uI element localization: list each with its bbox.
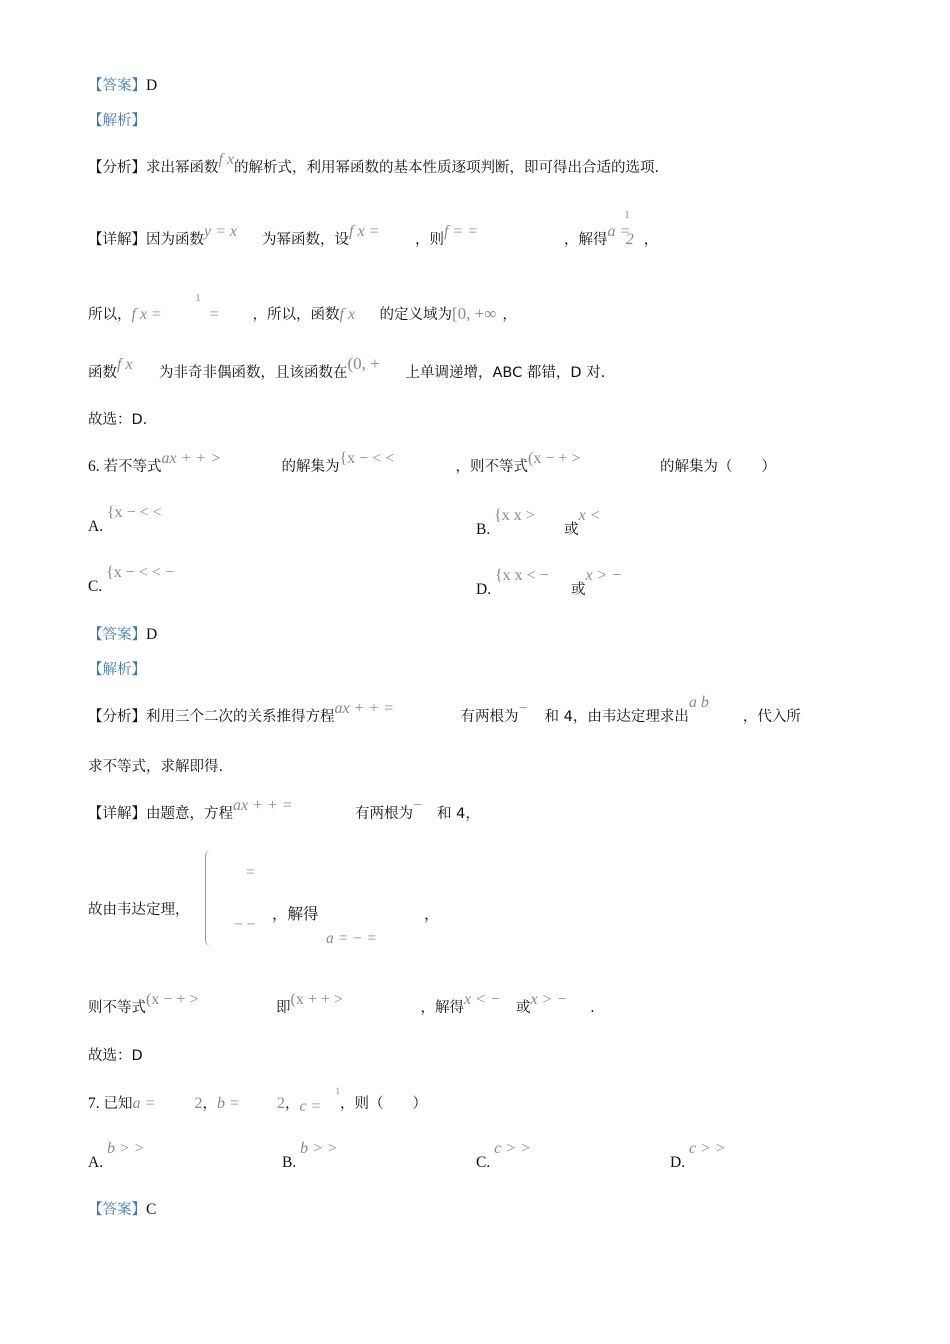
math-expression: = [208, 306, 220, 323]
math-expression: b = [217, 1095, 240, 1112]
detail-text: 为非奇非偶函数，且该函数在 [159, 365, 348, 381]
punctuation: ， [202, 1096, 217, 1112]
q6-stem [88, 450, 776, 477]
detail-text: ，解得 [420, 1000, 464, 1016]
q7-option-a[interactable] [88, 1140, 145, 1172]
math-superscript: 1 [335, 1086, 340, 1096]
math-expression: − [413, 797, 423, 814]
q5-fenxi-line [88, 151, 660, 178]
q5-line3 [88, 354, 606, 383]
fenxi-text: ，代入所 [742, 709, 801, 725]
math-expression: f = = [444, 223, 479, 240]
math-interval: (0, + [347, 354, 380, 373]
xiangjie-tag: 【详解】 [88, 232, 146, 248]
q5-line2 [88, 293, 517, 327]
math-value: 2 [194, 1095, 203, 1112]
q7-stem [88, 1086, 427, 1115]
option-math: c > > [494, 1140, 531, 1157]
solution-expression: a = − = [326, 930, 377, 947]
system-brace [205, 850, 216, 946]
question-text: 若不等式 [103, 459, 162, 475]
math-expression: ax + + = [233, 797, 293, 814]
answer-value: C [146, 1201, 157, 1218]
fraction-numerator: 1 [624, 209, 630, 221]
q6-vieta-line [88, 900, 190, 920]
q5-conclusion [88, 410, 147, 430]
math-expression: ax + + > [161, 450, 221, 467]
punctuation: . [590, 999, 595, 1016]
detail-text: ，解得 [564, 232, 608, 248]
option-math: b > > [106, 1140, 145, 1157]
detail-text: 所以， [88, 307, 132, 323]
punctuation: ， [424, 905, 440, 923]
q7-option-b[interactable] [282, 1140, 338, 1172]
q6-option-c[interactable] [88, 564, 174, 596]
fenxi-text: 和 4，由韦达定理求出 [544, 709, 689, 725]
xiangjie-tag: 【详解】 [88, 806, 146, 822]
conclusion-text: 故选：D. [88, 412, 148, 428]
system-equation-2: − − [234, 916, 256, 933]
q5-xiangjie-line [88, 209, 659, 251]
q5-analysis-heading [88, 111, 146, 131]
detail-text: 或 [516, 1000, 531, 1016]
math-expression: a b [688, 694, 709, 711]
option-math: {x − < < [106, 504, 162, 521]
detail-text: ，解得 [272, 905, 319, 923]
q7-option-c[interactable] [476, 1140, 531, 1172]
fenxi-text: 求出幂函数 [146, 160, 219, 176]
detail-text: 的定义域为 [379, 307, 452, 323]
question-number: 6. [88, 458, 100, 475]
option-math: {x x < − [494, 567, 549, 584]
detail-text: 函数 [88, 365, 117, 381]
math-expression: f x [117, 356, 133, 373]
option-math: c > > [688, 1140, 726, 1157]
option-label: C. [476, 1154, 491, 1171]
option-label: B. [476, 521, 491, 538]
detail-text: 故由韦达定理， [88, 902, 190, 918]
math-superscript: 1 [195, 293, 201, 304]
question-text: 已知 [103, 1096, 133, 1112]
detail-text: 由题意，方程 [146, 806, 233, 822]
q7-option-d[interactable] [670, 1140, 726, 1172]
option-connector: 或 [564, 522, 579, 538]
option-connector: 或 [570, 582, 586, 598]
q6-answer-line [88, 625, 157, 645]
fenxi-text: 有两根为 [460, 709, 519, 725]
question-text: ，则（ ） [340, 1096, 427, 1112]
option-math: {x x > [494, 507, 535, 524]
detail-text: 因为函数 [146, 232, 204, 248]
option-math: b > > [300, 1140, 338, 1157]
option-math: x > − [585, 567, 623, 584]
punctuation: ， [285, 1096, 300, 1112]
option-label: D. [670, 1154, 686, 1171]
detail-text: 和 4， [437, 806, 480, 822]
math-value: 2 [277, 1095, 285, 1112]
fenxi-text: 利用三个二次的关系推得方程 [146, 709, 335, 725]
detail-text: 则不等式 [88, 1000, 146, 1016]
detail-text: 上单调递增，ABC 都错，D 对. [405, 365, 606, 381]
detail-text: ，所以，函数 [252, 307, 340, 323]
q6-option-d[interactable] [476, 567, 623, 599]
math-expression: a = [132, 1095, 156, 1112]
detail-text: 为幂函数，设 [262, 232, 349, 248]
math-expression: f x = [131, 306, 162, 323]
fenxi-tag: 【分析】 [88, 160, 146, 176]
math-expression: f x [339, 306, 356, 323]
q6-fenxi-line [88, 694, 801, 727]
option-label: C. [88, 578, 103, 595]
option-math: {x − < < − [106, 564, 174, 581]
fenxi-tag: 【分析】 [88, 709, 146, 725]
math-interval: [0, +∞ [452, 304, 497, 323]
math-expression: f x = [349, 223, 380, 240]
answer-tag: 【答案】 [88, 1202, 146, 1218]
fenxi-text: 求不等式，求解即得. [88, 759, 224, 775]
option-label: A. [88, 518, 104, 535]
q6-conclusion [88, 1046, 143, 1066]
option-label: A. [88, 1154, 104, 1171]
answer-tag: 【答案】 [88, 627, 146, 643]
math-expression: x < − [464, 991, 501, 1008]
detail-text: ，则 [415, 232, 444, 248]
analysis-tag: 【解析】 [88, 113, 146, 129]
math-expression: a = [607, 223, 631, 240]
option-math: x < [578, 507, 601, 524]
punctuation: ， [643, 232, 659, 248]
q6-analysis-heading [88, 660, 146, 680]
q6-fenxi-line2 [88, 757, 223, 777]
math-expression: c = [299, 1098, 322, 1115]
answer-value: D [146, 77, 158, 94]
q6-option-b[interactable] [476, 507, 601, 539]
punctuation: ， [502, 307, 517, 323]
math-expression: ax + + = [334, 700, 394, 717]
question-text: 的解集为 [281, 459, 340, 475]
math-set: {x − < < [339, 450, 395, 467]
math-expression: x > − [530, 991, 568, 1008]
question-text: 的解集为（ ） [660, 459, 776, 475]
q7-answer-line [88, 1200, 156, 1220]
math-expression: (x − + > [146, 991, 199, 1008]
system-equation-1: = [246, 864, 255, 881]
question-text: ，则不等式 [455, 459, 528, 475]
math-expression: (x − + > [528, 450, 581, 467]
question-number: 7. [88, 1095, 100, 1112]
fenxi-text: 的解析式，利用幂函数的基本性质逐项判断，即可得出合适的选项. [234, 160, 660, 176]
q6-option-a[interactable] [88, 504, 162, 536]
math-expression: f x [218, 151, 235, 168]
analysis-tag: 【解析】 [88, 662, 146, 678]
math-expression: y = x [204, 223, 237, 240]
answer-value: D [146, 626, 158, 643]
q6-xiangjie-line [88, 797, 480, 824]
fraction-denominator: 2 [625, 231, 634, 248]
answer-tag: 【答案】 [88, 78, 146, 94]
conclusion-text: 故选：D [88, 1048, 143, 1064]
math-expression: (x + + > [290, 991, 343, 1008]
math-expression: − [518, 700, 528, 717]
option-label: D. [476, 581, 492, 598]
detail-text: 即 [276, 1000, 291, 1016]
q5-answer-line [88, 76, 157, 96]
q6-inequality-line [88, 991, 595, 1018]
option-label: B. [282, 1154, 297, 1171]
detail-text: 有两根为 [355, 806, 413, 822]
